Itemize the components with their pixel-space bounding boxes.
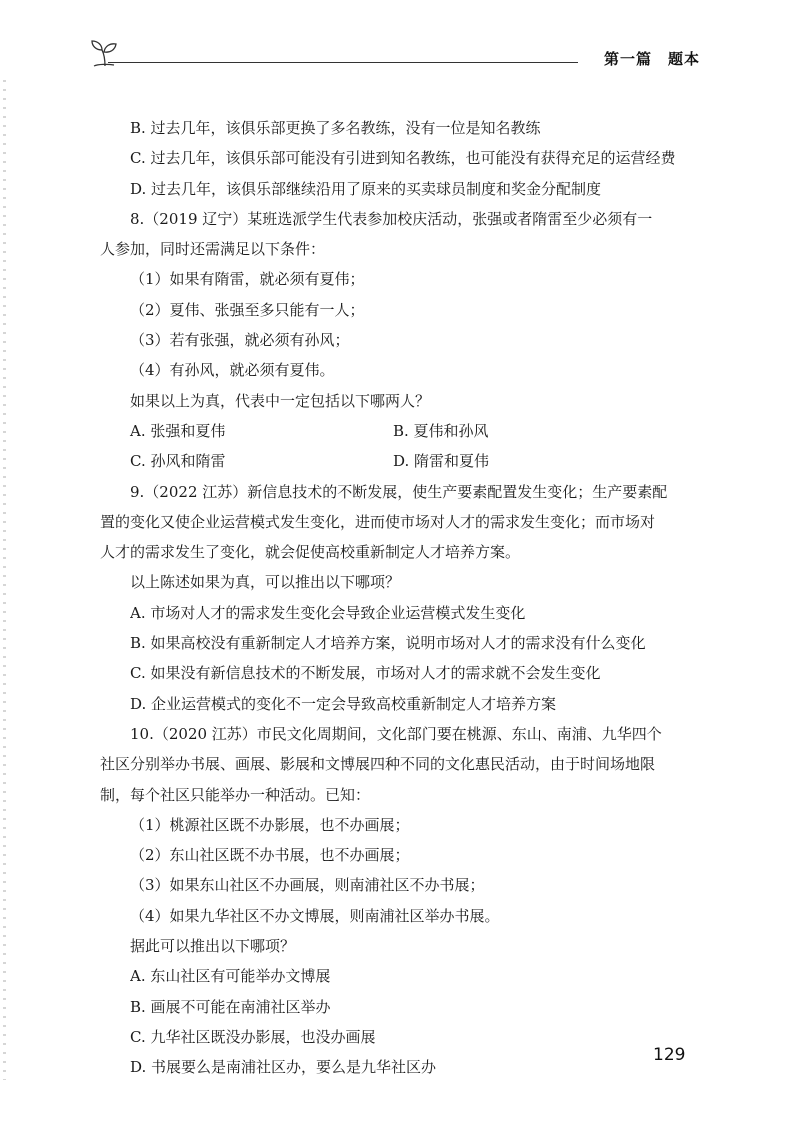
question-text: 人才的需求发生了变化，就会促使高校重新制定人才培养方案。 — [100, 543, 521, 562]
option-a: A. 市场对人才的需求发生变化会导致企业运营模式发生变化 — [130, 603, 526, 622]
option-a: A. 东山社区有可能举办文博展 — [130, 967, 331, 986]
page-header — [88, 36, 708, 76]
question-text: 制，每个社区只能举办一种活动。已知： — [100, 785, 371, 804]
option-d: D. 书展要么是南浦社区办，要么是九华社区办 — [130, 1058, 437, 1077]
options-row — [130, 416, 702, 446]
condition-line: （2）夏伟、张强至多只能有一人； — [130, 300, 365, 319]
sprout-icon — [88, 38, 122, 68]
page-number: 129 — [653, 1045, 686, 1065]
condition-line: （2）东山社区既不办书展，也不办画展； — [130, 846, 410, 865]
question-text: 人参加，同时还需满足以下条件： — [100, 240, 326, 259]
section-title: 第一篇 题本 — [603, 50, 700, 68]
question-text: 社区分别举办书展、画展、影展和文博展四种不同的文化惠民活动，由于时间场地限 — [100, 755, 656, 774]
option-line: B. 过去几年，该俱乐部更换了多名教练，没有一位是知名教练 — [130, 119, 541, 137]
option-c: C. 九华社区既没办影展，也没办画展 — [130, 1027, 376, 1046]
condition-line: （4）如果九华社区不办文博展，则南浦社区举办书展。 — [130, 906, 500, 925]
option-d: D. 隋雷和夏伟 — [393, 452, 490, 471]
option-line: C. 过去几年，该俱乐部可能没有引进到知名教练，也可能没有获得充足的运营经费 — [130, 149, 676, 168]
question-text: 置的变化又使企业运营模式发生变化，进而使市场对人才的需求发生变化；而市场对 — [100, 512, 656, 531]
option-c: C. 如果没有新信息技术的不断发展，市场对人才的需求就不会发生变化 — [130, 664, 601, 683]
question-prompt: 据此可以推出以下哪项？ — [130, 937, 296, 956]
option-b: B. 夏伟和孙风 — [393, 421, 489, 440]
condition-line: （3）如果东山社区不办画展，则南浦社区不办书展； — [130, 876, 485, 895]
option-c: C. 孙风和隋雷 — [130, 452, 226, 471]
option-d: D. 企业运营模式的变化不一定会导致高校重新制定人才培养方案 — [130, 694, 557, 713]
condition-line: （1）桃源社区既不办影展，也不办画展； — [130, 815, 410, 834]
condition-line: （4）有孙风，就必须有夏伟。 — [130, 361, 335, 380]
option-b: B. 画展不可能在南浦社区举办 — [130, 997, 331, 1016]
option-line: D. 过去几年，该俱乐部继续沿用了原来的买卖球员制度和奖金分配制度 — [130, 179, 602, 198]
header-rule — [108, 62, 578, 63]
condition-line: （1）如果有隋雷，就必须有夏伟； — [130, 270, 365, 289]
scan-edge-marks — [3, 80, 6, 1080]
options-row — [130, 446, 702, 476]
page-content — [100, 113, 702, 1083]
question-prompt: 如果以上为真，代表中一定包括以下哪两人？ — [130, 391, 431, 410]
question-text: 8.（2019 辽宁）某班选派学生代表参加校庆活动，张强或者隋雷至少必须有一 — [130, 209, 653, 228]
option-b: B. 如果高校没有重新制定人才培养方案，说明市场对人才的需求没有什么变化 — [130, 634, 646, 653]
condition-line: （3）若有张强，就必须有孙风； — [130, 331, 350, 350]
question-text: 10.（2020 江苏）市民文化周期间，文化部门要在桃源、东山、南浦、九华四个 — [130, 724, 662, 743]
option-a: A. 张强和夏伟 — [130, 421, 226, 440]
question-text: 9.（2022 江苏）新信息技术的不断发展，使生产要素配置发生变化；生产要素配 — [130, 482, 668, 501]
question-prompt: 以上陈述如果为真，可以推出以下哪项？ — [130, 573, 401, 592]
